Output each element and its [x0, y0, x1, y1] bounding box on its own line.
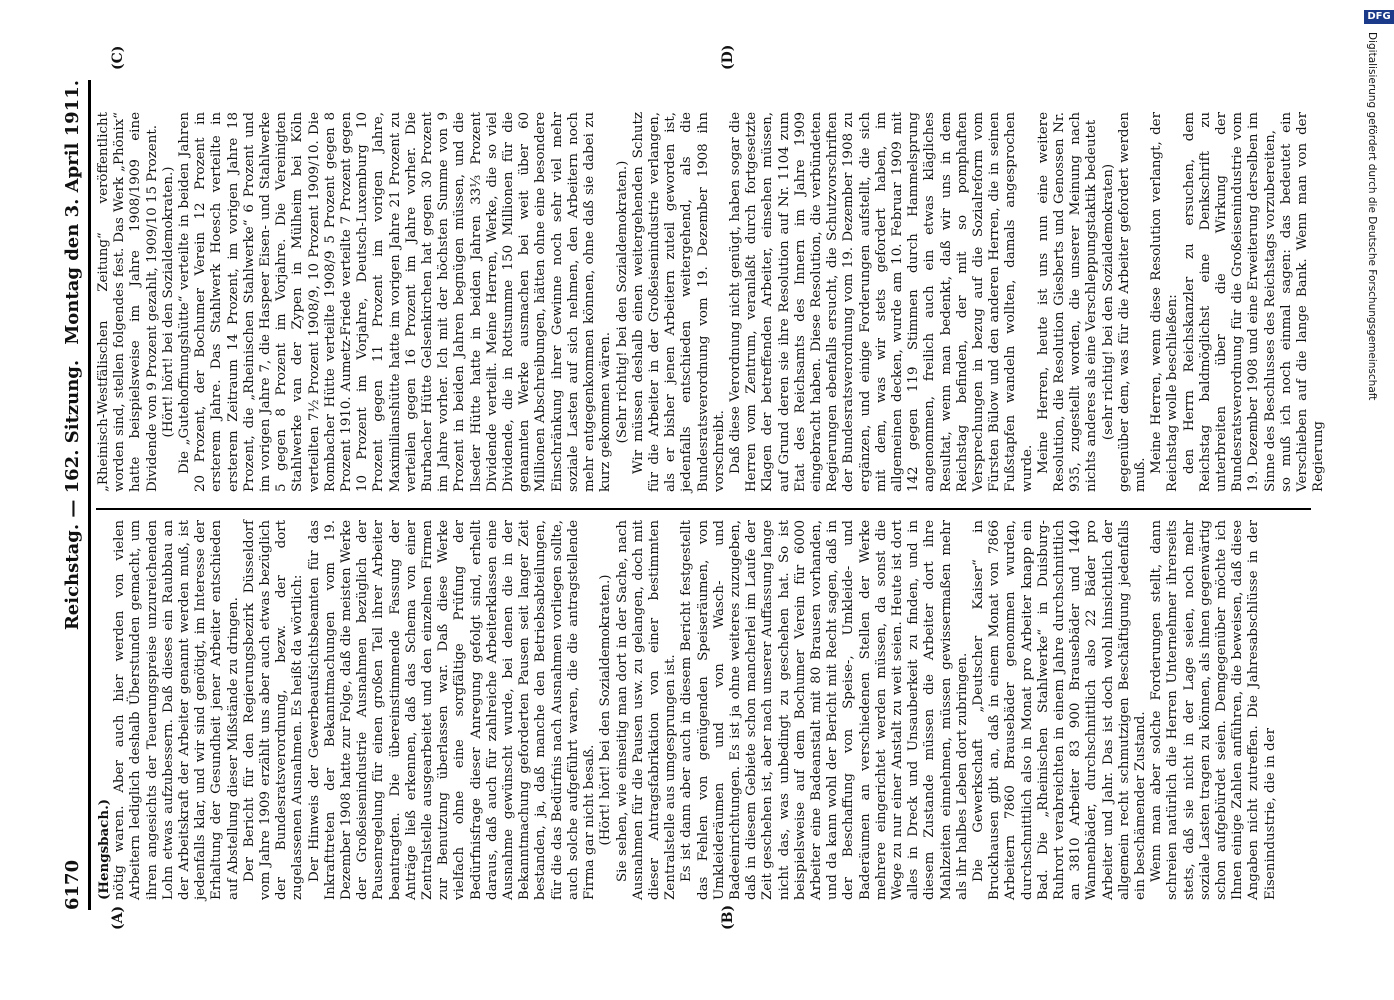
- interjection: (Hört! hört! bei den Sozialdemokraten.): [598, 574, 614, 846]
- paragraph: Meine Herren, heute ist uns nun eine weitere Resolution, die Resolution Giesberts und Genossen Nr. 935, zugestellt worden, die unserer Meinung nach nichts anderes als eine Verschleppungstaktik bedeutet: [1035, 112, 1100, 492]
- paragraph: Die Gewerkschaft „Deutscher Kaiser“ in Bruckhausen gibt an, daß in einem Monat von 7866 Arbeitern 7860 Brausebäder genommen wurden, durchschnittlich also in Monat pro Arbeiter knapp ein Bad. Die „Rheinischen Stahlwerke“ in Duisburg-Ruhrort verabreichten in einem Jahre durchschnittlich an 3810 Arbeiter 83 900 Brausebäder und 1440 Wannenbäder, durchschnittlich also 22 Bäder pro Arbeiter und Jahr. Das ist doch wohl hinsichtlich der allgemein recht schmutzigen Beschäftigung jedenfalls ein beschämender Zustand.: [970, 520, 1148, 900]
- interjection: (Hört! hört! bei den Sozialdemokraten.): [160, 166, 176, 438]
- left-column: [96, 520, 1311, 900]
- quoted-paragraph: Der Hinweis der Gewerbeaufsichtsbeamten für das Inkrafttreten der Bekanntmachungen vom 19. Dezember 1908 hatte zur Folge, daß die meisten Werke der Großeisenindustrie Ausnahmen bezüglich der Pausenregelung für einen großen Teil ihrer Arbeiter beantragten. Die übereinstimmende Fassung der Anträge ließ erkennen, daß das Schema von einer Zentralstelle ausgearbeitet und den einzelnen Firmen zur Benutzung überlassen war. Daß diese Werke vielfach ohne eine sorgfältige Prüfung der Bedürfnisfrage dieser Anregung gefolgt sind, erhellt daraus, daß auch für zahlreiche Arbeiterklassen eine Ausnahme gewünscht wurde, bei denen die in der Bekanntmachung geforderten Pausen seit langer Zeit bestanden, ja, daß manche den Betriebsabteilungen, für die das Bedürfnis nach Ausnahmen vorliegen sollte, auch solche aufgeführt waren, die die antragstellende Firma gar nicht besaß.: [306, 520, 598, 900]
- paragraph: Die „Gutehoffnungshütte“ verteilte in beiden Jahren 20 Prozent, der Bochumer Verein 12 Prozent in ersterem Jahre. Das Stahlwerk Hoesch verteilte in ersterem Zeitraum 14 Prozent, im vorigen Jahre 18 Prozent, die „Rheinischen Stahlwerke“ 6 Prozent und im vorigen Jahre 7, die Haspeer Eisen- und Stahlwerke 5 gegen 8 Prozent im Vorjahre. Die Vereinigten Stahlwerke van der Zypen in Mülheim bei Köln verteilten 7½ Prozent 1908/9, 10 Prozent 1909/10. Die Rombacher Hütte verteilte 1908/9 5 Prozent gegen 8 Prozent 1910. Aumetz-Friede verteilte 7 Prozent gegen 10 Prozent im Vorjahre, Deutsch-Luxemburg 10 Prozent gegen 11 Prozent im vorigen Jahre, Maximilianshütte hatte im vorigen Jahre 21 Prozent zu verteilen gegen 16 Prozent im Jahre vorher. Die Burbacher Hütte Gelsenkirchen hat gegen 30 Prozent im Jahre vorher. Ich mit der höchsten Summe von 9 Prozent in beiden Jahren begnügen müssen, und die Ilseder Hütte hatte in beiden Jahren 33⅓ Prozent Dividende verteilt. Meine Herren, Werke, die so viel Dividende, die in Rottsumme 150 Millionen für die genannten Werke ausmachen bei weit über 60 Millionen Abschreibungen, hätten ohne eine besondere Einschränkung ihrer Gewinne noch sehr viel mehr soziale Lasten auf sich nehmen, den Arbeitern noch mehr entgegenkommen können, ohne daß sie dabei zu kurz gekommen wären.: [177, 112, 614, 492]
- interjection: (Sehr richtig! bei den Sozialdemokraten.): [614, 160, 630, 444]
- digitization-credit: Digitalisierung gefördert durch die Deutsche Forschungsgemeinschaft: [1366, 32, 1378, 401]
- paragraph: Wir müssen deshalb einen weitergehenden Schutz für die Arbeiter in der Großeisenindustrie verlangen, als er bisher jenen Arbeitern zuteil geworden ist, jedenfalls entschieden weitergehend, als die Bundesratsverordnung vom 19. Dezember 1908 ihn vorschreibt.: [630, 112, 727, 492]
- interjection: (sehr richtig! bei den Sozialdemokraten): [1100, 163, 1116, 441]
- paragraph: gegenüber dem, was für die Arbeiter gefordert werden muß.: [1116, 112, 1148, 492]
- paragraph: Sie sehen, wie einseitig man dort in der Sache, nach Ausnahmen für die Pausen usw. zu gelangen, doch mit dieser Antragsfabrikation von einer bestimmten Zentralstelle aus umgesprungen ist.: [614, 520, 679, 900]
- margin-marker-d: (D): [720, 44, 736, 70]
- paragraph: so muß ich noch einmal sagen: das bedeutet ein Verschieben auf die lange Bank. Wenn man von der Regierung: [1278, 112, 1327, 492]
- margin-marker-b: (B): [720, 904, 736, 930]
- dfg-logo: DFG: [1364, 10, 1394, 24]
- margin-marker-c: (C): [110, 45, 126, 70]
- quoted-resolution: den Herrn Reichskanzler zu ersuchen, dem Reichstag baldmöglichst eine Denkschrift zu unterbreiten über die Wirkung der Bundesratsverordnung für die Großeisenindustrie vom 19. Dezember 1908 und eine Erweiterung derselben im Sinne des Beschlusses des Reichstags vorzubereiten,: [1181, 112, 1278, 492]
- header-rule: [88, 80, 91, 910]
- paragraph: Meine Herren, wenn diese Resolution verlangt, der Reichstag wolle beschließen:: [1149, 112, 1181, 492]
- paragraph: „Rheinisch-Westfälischen Zeitung“ veröffentlicht worden sind, stellen folgendes fest. Das Werk „Phönix“ hatte beispielsweise im Jahre 1908/1909 eine Dividende von 9 Prozent gezahlt, 1909/10 15 Prozent.: [96, 112, 160, 492]
- paragraph: Der Bericht für den Regierungsbezirk Düsseldorf vom Jahre 1909 erzählt uns aber auch etwas bezüglich der Bundesratsverordnung, bezw. der dort zugelassenen Ausnahmen. Es heißt da wörtlich:: [241, 520, 306, 900]
- paragraph: Wenn man aber solche Forderungen stellt, dann schreien natürlich die Herren Unternehmer ihrerseits stets, daß sie nicht in der Lage seien, noch mehr soziale Lasten tragen zu können, als ihnen gegenwärtig schon aufgebürdet seien. Demgegenüber möchte ich Ihnen einige Zahlen anführen, die beweisen, daß diese Angaben nicht zutreffen. Die Jahresabschlüsse in der Eisenindustrie, die in der: [1149, 520, 1278, 900]
- page-number: 6170: [62, 859, 83, 910]
- column-divider: [96, 508, 1311, 510]
- paragraph: Daß diese Verordnung nicht genügt, haben sogar die Herren vom Zentrum, veranlaßt durch fortgesetzte Klagen der betreffenden Arbeiter, einsehen müssen, auf Grund deren sie ihre Resolution auf Nr. 1104 zum Etat des Reichsamts des Innern im Jahre 1909 eingebracht haben. Diese Resolution, die verbündeten Regierungen ebenfalls ersucht, die Schutzvorschriften der Bundesratsverordnung vom 19. Dezember 1908 zu ergänzen, und einige Forderungen aufstellt, die sich mit dem, was wir stets gefordert haben, im allgemeinen decken, wurde am 10. Februar 1909 mit 142 gegen 119 Stimmen durch Hammelsprung angenommen, freilich auch ein etwas klägliches Resultat, wenn man bedenkt, daß wir uns in dem Reichstag befinden, der mit so pomphaften Versprechungen in bezug auf die Sozialreform vom Fürsten Bülow und den anderen Herren, die in seinen Fußstapfen wandeln wollten, damals angesprochen wurde.: [727, 112, 1035, 492]
- session-title: Reichstag. — 162. Sitzung.: [62, 359, 83, 631]
- speaker-name: (Hengsbach.): [96, 798, 112, 900]
- paragraph: nötig waren. Aber auch hier werden von vielen Arbeitern lediglich deshalb Überstunden gemacht, um ihren angesichts der Teuerungspreise unzureichenden Lohn etwas aufzubessern. Daß dieses ein Raubbau an der Arbeitskraft der Arbeiter genannt werden muß, ist jedenfalls klar, und wir sind genötigt, im Interesse der Erhaltung der Gesundheit jener Arbeiter entschieden auf Abstellung dieser Mißstände zu dringen.: [112, 520, 241, 900]
- session-date: Montag den 3. April 1911.: [62, 80, 83, 345]
- margin-marker-a: (A): [110, 905, 126, 930]
- paragraph: Es ist dann aber auch in diesem Bericht festgestellt das Fehlen von genügenden Speiseräumen, von Umkleideräumen und von Wasch- und Badeeinrichtungen. Es ist ja ohne weiteres zuzugeben, daß in diesem Gebiete schon mancherlei im Laufe der Zeit geschehen ist, aber nach unserer Auffassung lange nicht das, was unbedingt zu geschehen hat. So ist beispielsweise auf dem Bochumer Verein für 6000 Arbeiter eine Badeanstalt mit 80 Brausen vorhanden, und da kann wohl der Bericht mit Recht sagen, daß in der Beschaffung von Speise-, Umkleide- und Baderäumen an verschiedenen Stellen der Werke mehrere eingerichtet werden müssen, da sonst die Wege zu nur einer Anstalt zu weit seien. Heute ist dort alles in Dreck und Unsauberkeit zu finden, und in diesem Zustande müssen die Arbeiter dort ihre Mahlzeiten einnehmen, müssen gewissermaßen mehr als ihr halbes Leben dort zubringen.: [679, 520, 970, 900]
- right-column: [96, 112, 1327, 492]
- running-head: [62, 80, 86, 910]
